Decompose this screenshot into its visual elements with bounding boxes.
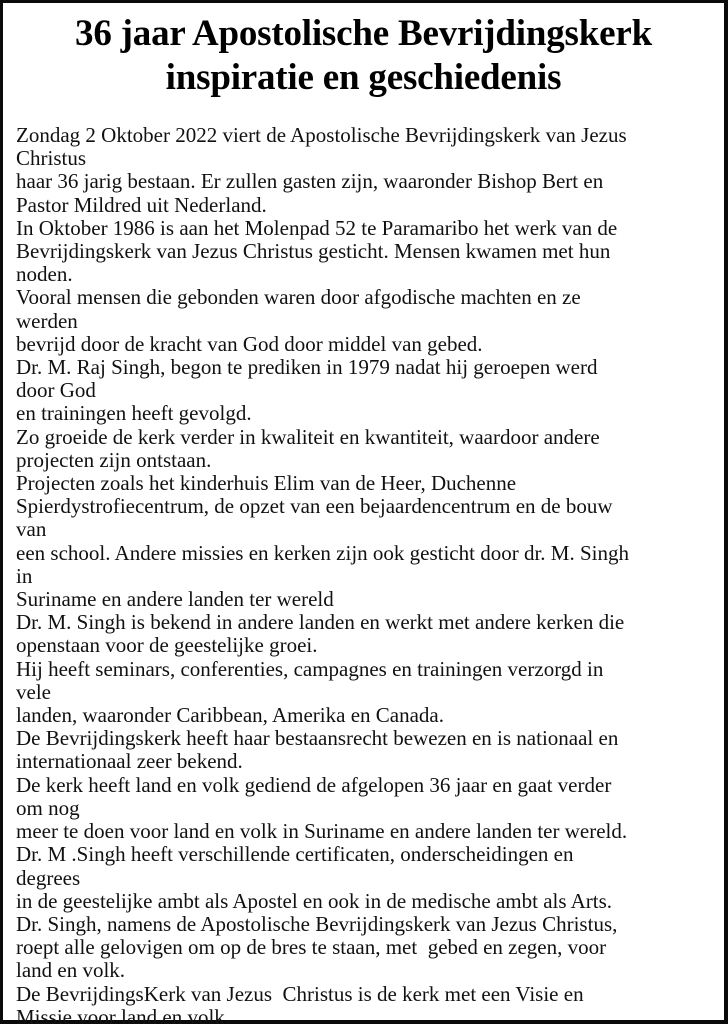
body-line: in de geestelijke ambt als Apostel en ook in de medische ambt als Arts. [16, 888, 613, 913]
body-line: haar 36 jarig bestaan. Er zullen gasten zijn, waaronder Bishop Bert en [16, 169, 604, 194]
body-line: in [16, 563, 33, 588]
body-line: De kerk heeft land en volk gediend de afgelopen 36 jaar en gaat verder [16, 772, 612, 797]
body-line: internationaal zeer bekend. [16, 749, 243, 774]
body-line: meer te doen voor land en volk in Suriname en andere landen ter wereld. [16, 819, 628, 844]
body-line: werden [16, 308, 78, 333]
body-line: openstaan voor de geestelijke groei. [16, 633, 318, 658]
body-line: Dr. M. Singh is bekend in andere landen en werkt met andere kerken die [16, 610, 625, 635]
body-line: Suriname en andere landen ter wereld [16, 587, 334, 612]
body-line: landen, waaronder Caribbean, Amerika en Canada. [16, 703, 444, 728]
body-line: degrees [16, 865, 81, 890]
body-line: Hij heeft seminars, conferenties, campagnes en trainingen verzorgd in [16, 656, 604, 681]
body-line: Missie voor land en volk. [16, 1004, 231, 1029]
body-line: bevrijd door de kracht van God door middel van gebed. [16, 331, 483, 356]
body-line: Zondag 2 Oktober 2022 viert de Apostolische Bevrijdingskerk van Jezus [16, 123, 627, 147]
article-body [16, 124, 716, 1029]
body-line: van [16, 517, 47, 542]
body-line: Dr. Singh, namens de Apostolische Bevrijdingskerk van Jezus Christus, [16, 911, 618, 936]
body-line: Projecten zoals het kinderhuis Elim van de Heer, Duchenne [16, 471, 517, 496]
body-line: en trainingen heeft gevolgd. [16, 401, 252, 426]
body-line: Zo groeide de kerk verder in kwaliteit en kwantiteit, waardoor andere [16, 424, 600, 449]
body-line: door God [16, 378, 96, 403]
body-line: een school. Andere missies en kerken zijn ook gesticht door dr. M. Singh [16, 540, 629, 565]
body-line: De BevrijdingsKerk van Jezus Christus is de kerk met een Visie en [16, 981, 584, 1006]
body-line: Pastor Mildred uit Nederland. [16, 192, 267, 217]
body-line: projecten zijn ontstaan. [16, 447, 212, 472]
title-line-1: 36 jaar Apostolische Bevrijdingskerk [75, 13, 652, 54]
title-line-2: inspiratie en geschiedenis [165, 57, 562, 98]
body-line: Spierdystrofiecentrum, de opzet van een bejaardencentrum en de bouw [16, 494, 613, 519]
body-line: Bevrijdingskerk van Jezus Christus gesticht. Mensen kwamen met hun [16, 239, 611, 264]
body-line: land en volk. [16, 958, 126, 983]
body-line: Christus [16, 146, 87, 171]
body-line: om nog [16, 795, 80, 820]
body-line: Vooral mensen die gebonden waren door afgodische machten en ze [16, 285, 581, 310]
body-line: roept alle gelovigen om op de bres te staan, met gebed en zegen, voor [16, 935, 607, 960]
article-title [3, 12, 724, 100]
body-line: In Oktober 1986 is aan het Molenpad 52 te Paramaribo het werk van de [16, 215, 618, 240]
body-line: De Bevrijdingskerk heeft haar bestaansrecht bewezen en is nationaal en [16, 726, 619, 751]
body-line: vele [16, 679, 51, 704]
body-line: Dr. M. Raj Singh, begon te prediken in 1979 nadat hij geroepen werd [16, 355, 598, 380]
body-line: noden. [16, 262, 73, 287]
body-line: Dr. M .Singh heeft verschillende certificaten, onderscheidingen en [16, 842, 574, 867]
